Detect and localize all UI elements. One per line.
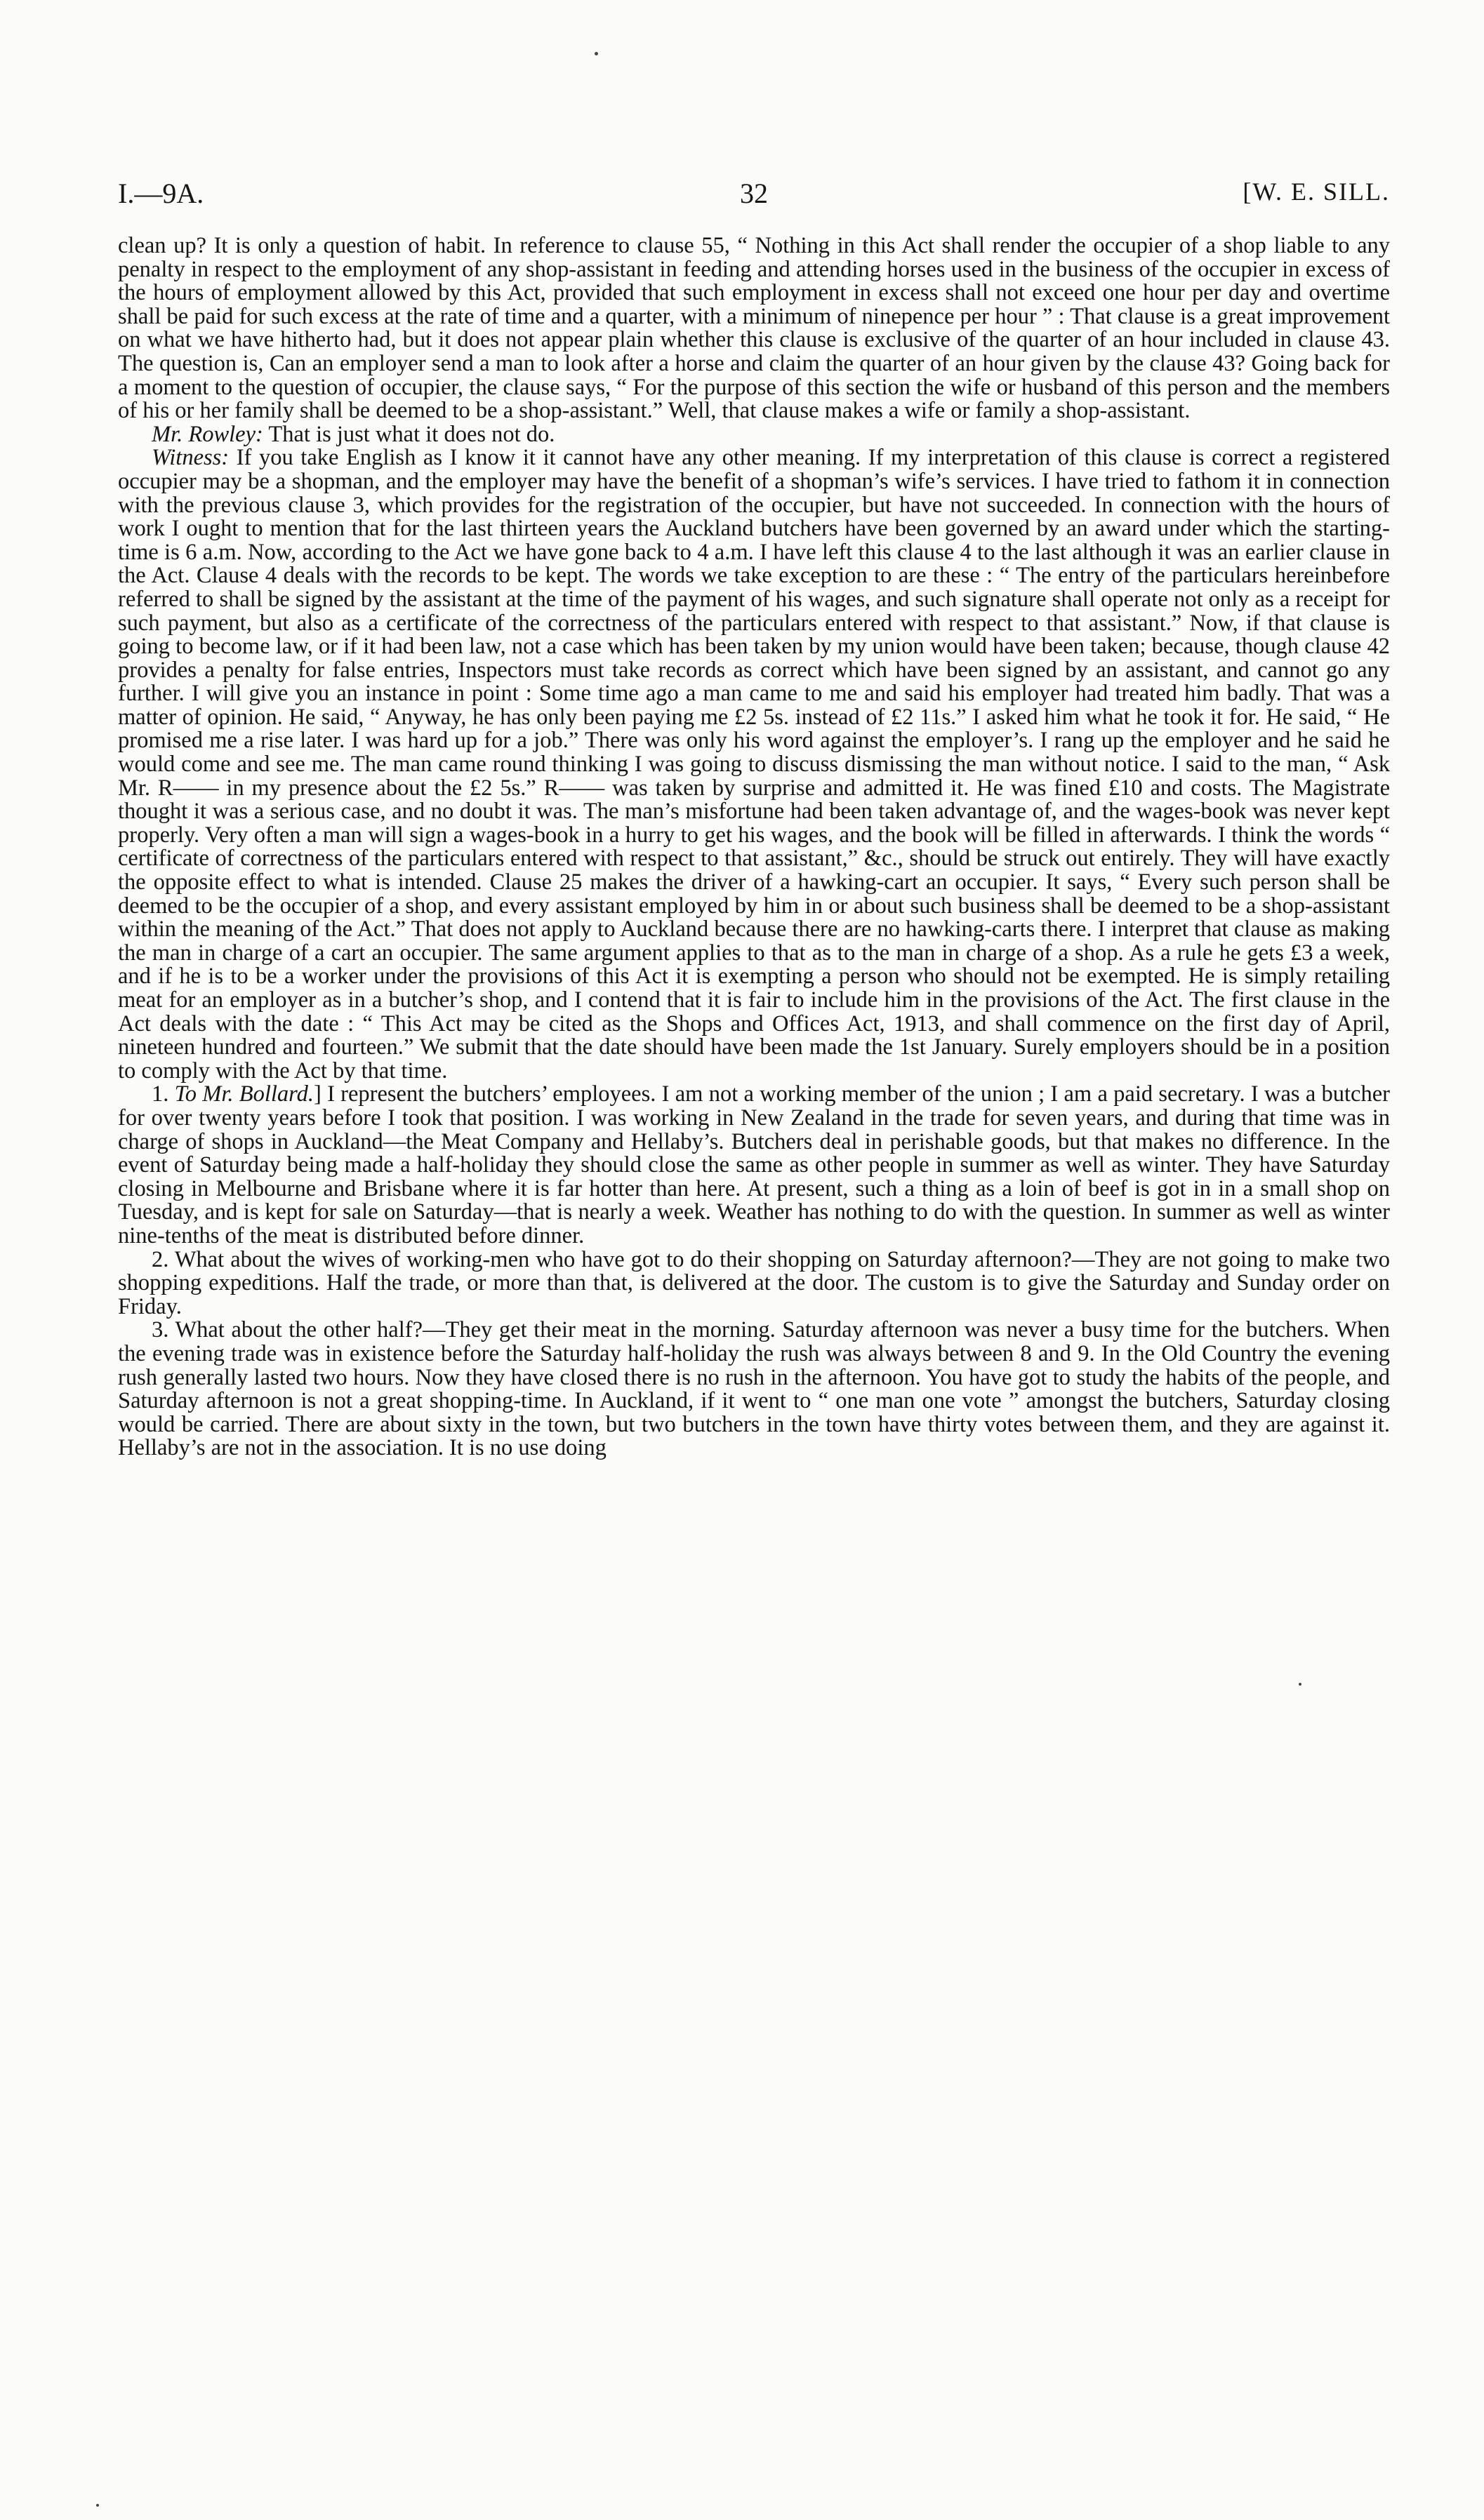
paragraph: [118, 1248, 1390, 1319]
scan-speck: [96, 2504, 99, 2507]
page-header: [118, 177, 1390, 222]
paragraph: [118, 446, 1390, 1083]
paragraph-text: What about the other half?—They get their meat in the morning. Saturday afternoon was never a busy time for the butchers. When the evening trade was in existence before the Saturday half-holiday the rush was always between 8 and 9. In the Old Country the evening rush generally lasted two hours. Now they have closed there is no rush in the afternoon. You have got to study the habits of the people, and Saturday afternoon is not a great shopping-time. In Auckland, if it went to “ one man one vote ” amongst the butchers, Saturday closing would be carried. There are about sixty in the town, but two butchers in the town have thirty votes between them, and they are against it. Hellaby’s are not in the association. It is no use doing: [118, 1317, 1390, 1461]
question-number: 1.: [152, 1081, 169, 1107]
paragraph-text: ] I represent the butchers’ employees. I am not a working member of the union ; I am a paid secretary. I was a butcher for over twenty years before I took that position. I was working in New Zealand in the trade for seven years, and during that time was in charge of shops in Auckland—the Meat Company and Hellaby’s. Butchers deal in perishable goods, but that makes no difference. In the event of Saturday being made a half-holiday they should close the same as other people in summer as well as winter. They have Saturday closing in Melbourne and Brisbane where it is far hotter than here. At present, such a thing as a loin of beef is got in in a small shop on Tuesday, and is kept for sale on Saturday—that is nearly a week. Weather has nothing to do with the question. In summer as well as winter nine-tenths of the meat is distributed before dinner.: [118, 1081, 1390, 1248]
scan-speck: [1299, 1683, 1301, 1686]
question-number: 2.: [152, 1246, 169, 1272]
paragraph: [118, 1083, 1390, 1248]
paragraph-text: clean up? It is only a question of habit. In reference to clause 55, “ Nothing in this Act shall render the occupier of a shop liable to any penalty in respect to the employment of any shop-assistant in feeding and attending horses used in the business of the occupier in excess of the hours of employment allowed by this Act, provided that such employment in excess shall not exceed one hour per day and overtime shall be paid for such excess at the rate of time and a quarter, with a minimum of ninepence per hour ” : That clause is a great improvement on what we have hitherto had, but it does not appear plain whether this clause is exclusive of the quarter of an hour included in clause 43. The question is, Can an employer send a man to look after a horse and claim the quarter of an hour given by the clause 43? Going back for a moment to the question of occupier, the clause says, “ For the purpose of this section the wife or husband of this person and the members of his or her family shall be deemed to be a shop-assistant.” Well, that clause makes a wife or family a shop-assistant.: [118, 233, 1390, 424]
speaker-label: Witness:: [152, 445, 230, 471]
page-number: 32: [740, 178, 768, 209]
document-body: [118, 234, 1390, 1460]
speaker-label: Mr. Rowley:: [152, 421, 263, 447]
paragraph: [118, 234, 1390, 423]
question-number: 3.: [152, 1317, 169, 1343]
paragraph: [118, 1319, 1390, 1460]
paragraph-text: That is just what it does not do.: [263, 421, 555, 447]
paragraph-text: If you take English as I know it it cannot have any other meaning. If my interpretation of this clause is correct a registered occupier may be a shopman, and the employer may have the benefit of a shopman’s wife’s services. I have tried to fathom it in connection with the previous clause 3, which provides for the registration of the occupier, but have not succeeded. In connection with the hours of work I ought to mention that for the last thirteen years the Auckland butchers have been governed by an award under which the starting-time is 6 a.m. Now, according to the Act we have gone back to 4 a.m. I have left this clause 4 to the last although it was an earlier clause in the Act. Clause 4 deals with the records to be kept. The words we take exception to are these : “ The entry of the particulars hereinbefore referred to shall be signed by the assistant at the time of the payment of his wages, and such signature shall operate not only as a receipt for such payment, but also as a certificate of the correctness of the particulars entered with respect to that assistant.” Now, if that clause is going to become law, or if it had been law, not a case which has been taken by my union would have been taken; because, though clause 42 provides a penalty for false entries, Inspectors must take records as correct which have been signed by an assistant, and cannot go any further. I will give you an instance in point : Some time ago a man came to me and said his employer had treated him badly. That was a matter of opinion. He said, “ Anyway, he has only been paying me £2 5s. instead of £2 11s.” I asked him what he took it for. He said, “ He promised me a rise later. I was hard up for a job.” There was only his word against the employer’s. I rang up the employer and he said he would come and see me. The man came round thinking I was going to discuss dismissing the man without notice. I said to the man, “ Ask Mr. R—— in my presence about the £2 5s.” R—— was taken by surprise and admitted it. He was fined £10 and costs. The Magistrate thought it was a serious case, and no doubt it was. The man’s misfortune had been taken advantage of, and the wages-book was never kept properly. Very often a man will sign a wages-book in a hurry to get his wages, and the book will be filled in afterwards. I think the words “ certificate of correctness of the particulars entered with respect to that assistant,” &c., should be struck out entirely. They will have exactly the opposite effect to what is intended. Clause 25 makes the driver of a hawking-cart an occupier. It says, “ Every such person shall be deemed to be the occupier of a shop, and every assistant employed by him in or about such business shall be deemed to be a shop-assistant within the meaning of the Act.” That does not apply to Auckland because there are no hawking-carts there. I interpret that clause as making the man in charge of a cart an occupier. The same argument applies to that as to the man in charge of a shop. As a rule he gets £3 a week, and if he is to be a worker under the provisions of this Act it is exempting a person who should not be exempted. He is simply retailing meat for an employer as in a butcher’s shop, and I contend that it is fair to include him in the provisions of the Act. The first clause in the Act deals with the date : “ This Act may be cited as the Shops and Offices Act, 1913, and shall commence on the first day of April, nineteen hundred and fourteen.” We submit that the date should have been made the 1st January. Surely employers should be in a position to comply with the Act by that time.: [118, 445, 1390, 1084]
speaker-label: To Mr. Bollard.: [174, 1081, 314, 1107]
scan-speck: [595, 52, 598, 55]
witness-name: [W. E. SILL.: [1243, 178, 1390, 206]
document-reference: I.—9A.: [118, 178, 204, 209]
paragraph: [118, 423, 1390, 447]
paragraph-text: What about the wives of working-men who have got to do their shopping on Saturday afternoon?—They are not going to make two shopping expeditions. Half the trade, or more than that, is delivered at the door. The custom is to give the Saturday and Sunday order on Friday.: [118, 1246, 1390, 1319]
